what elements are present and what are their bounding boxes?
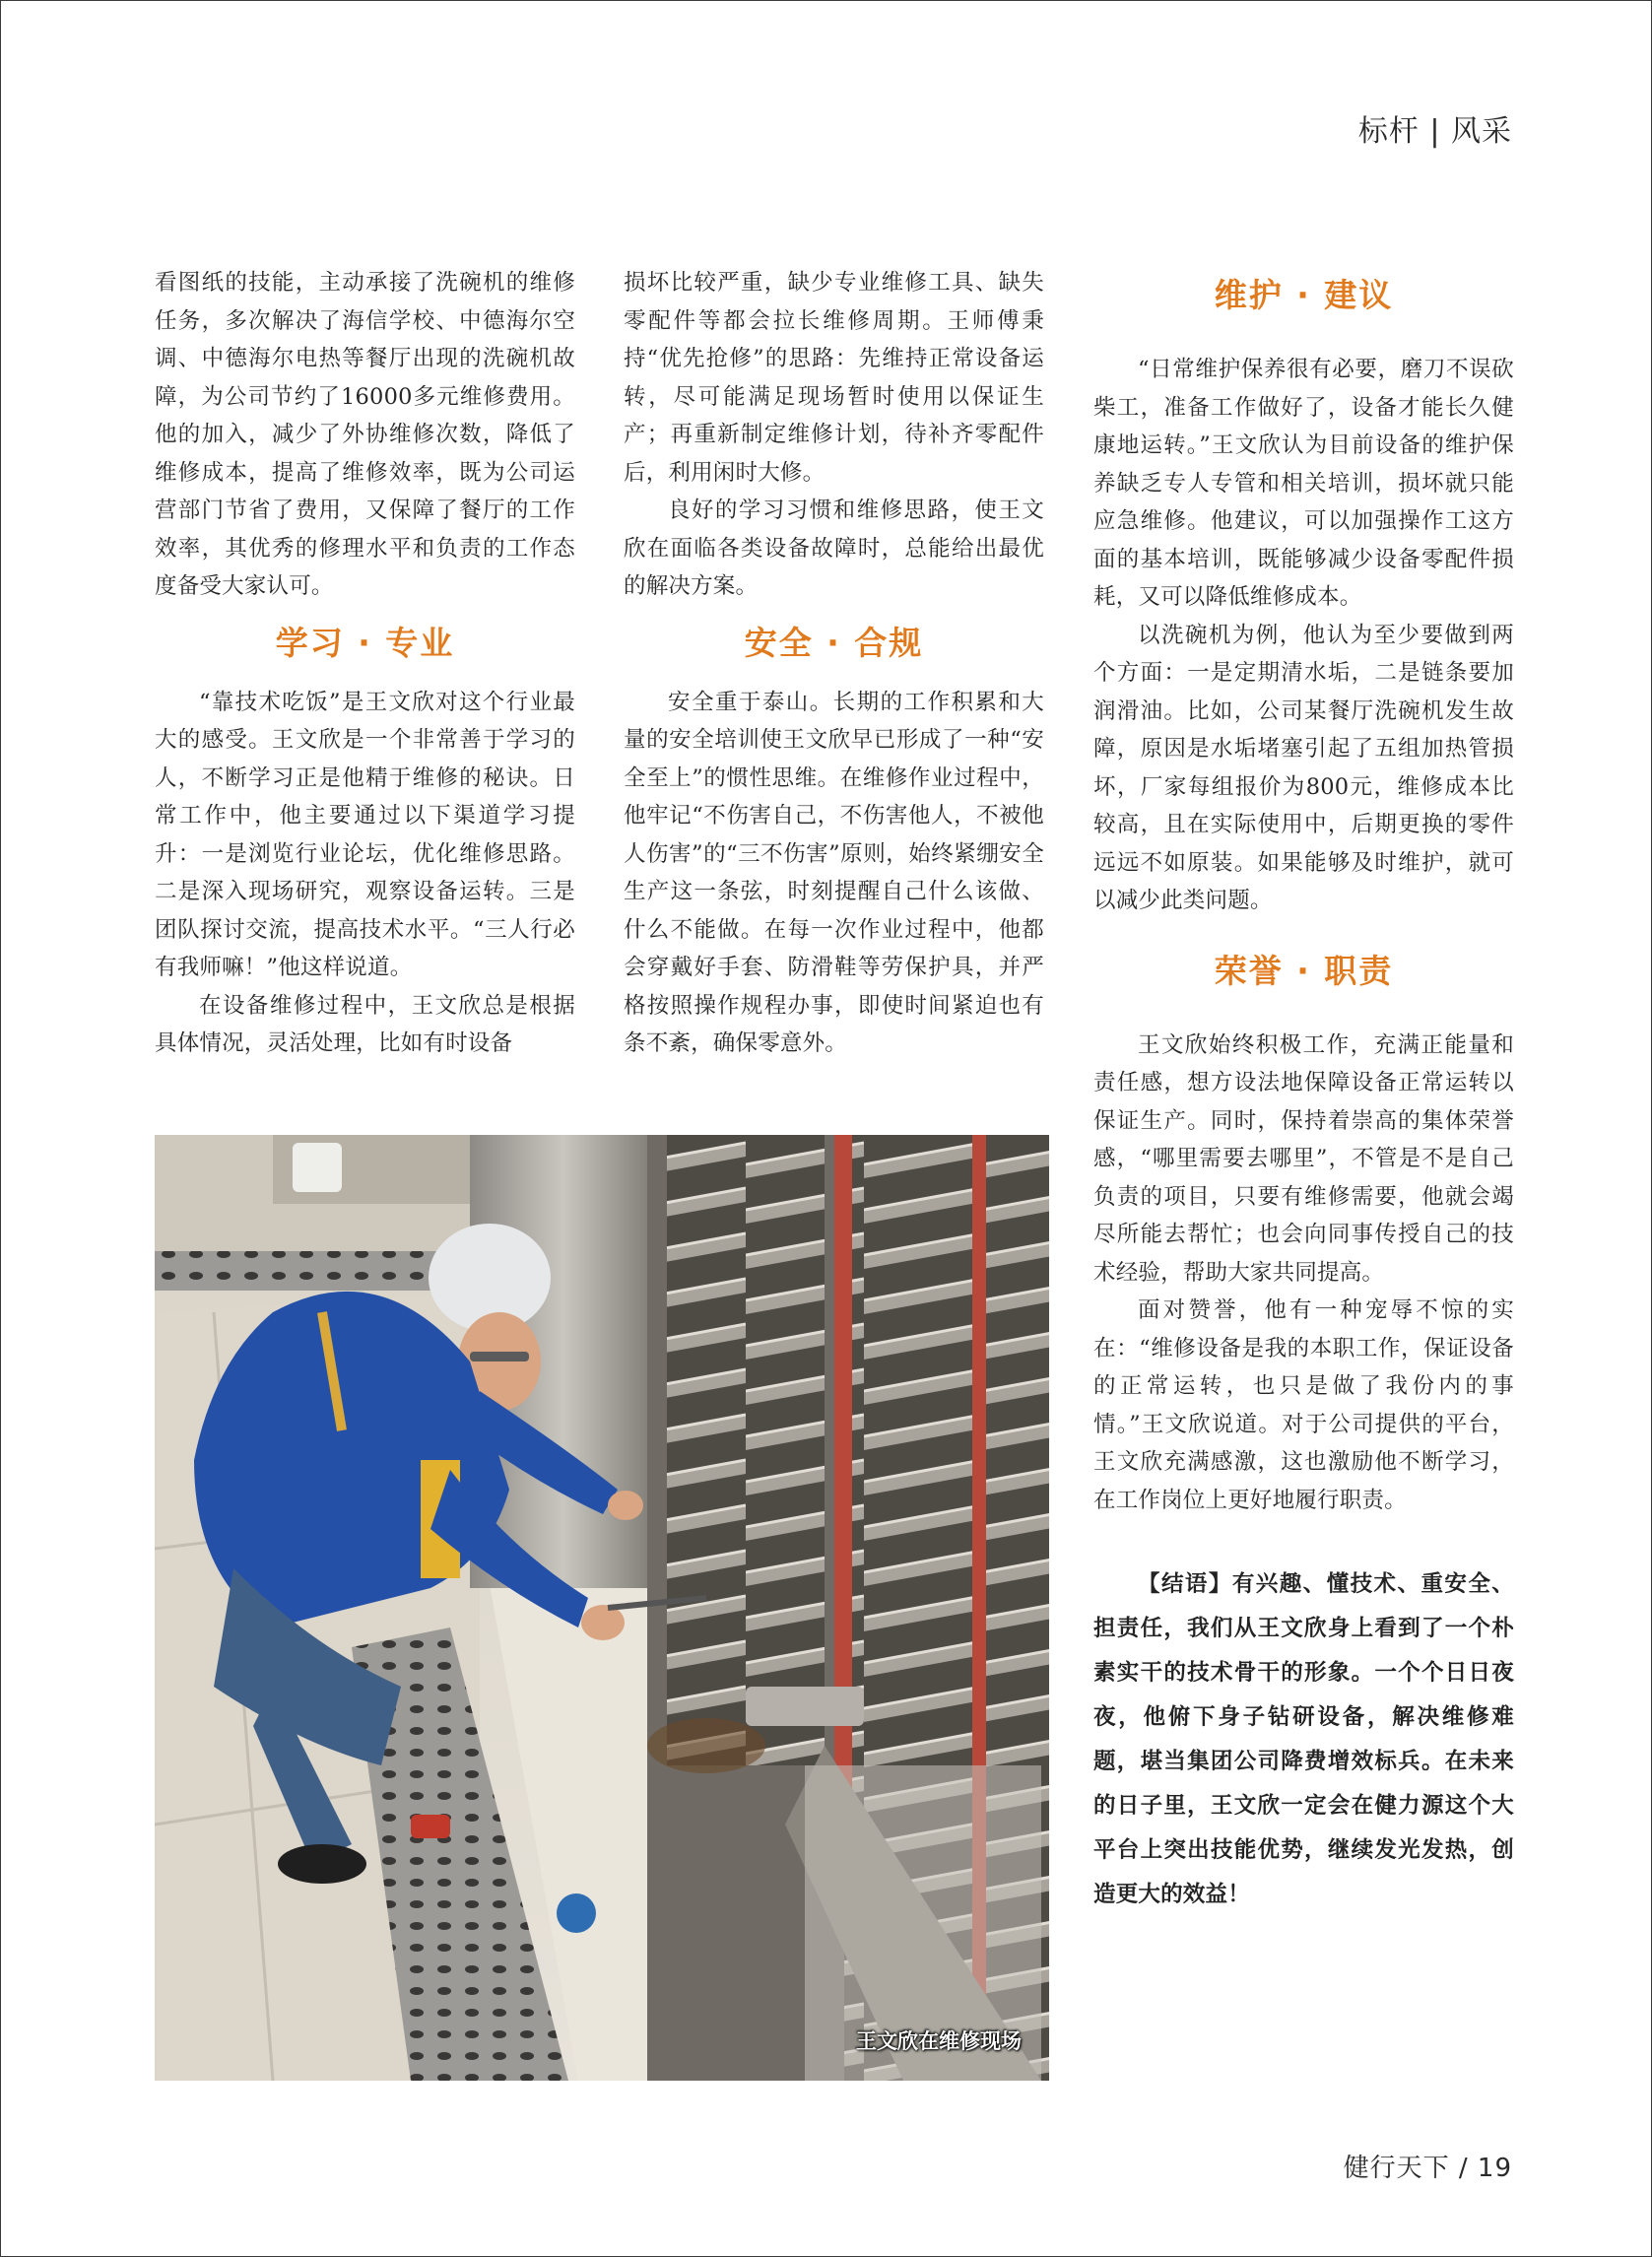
paragraph-safety: 安全重于泰山。长期的工作积累和大量的安全培训使王文欣早已形成了一种“安全至上”的惯性思维。在维修作业过程中，他牢记“不伤害自己，不伤害他人，不被他人伤害”的“三不伤害”原则，始终紧绷安全生产这一条弦，时刻提醒自己什么该做、什么不能做。在每一次作业过程中，他都会穿戴好手套、防滑鞋等劳保护具，并严格按照操作规程办事，即使时间紧迫也有条不紊，确保零意外。 xyxy=(624,689,1044,1056)
paragraph-study-2: 在设备维修过程中，王文欣总是根据具体情况，灵活处理，比如有时设备 xyxy=(155,992,575,1056)
photo-caption: 王文欣在维修现场 xyxy=(856,2029,1022,2053)
heading-study: 学习 · 专业 xyxy=(275,623,455,662)
section-label: 标杆 | 风采 xyxy=(1357,114,1512,149)
paragraph-maintain-2: 以洗碗机为例，他认为至少要做到两个方面：一是定期清水垢，二是链条要加润滑油。比如，公司某餐厅洗碗机发生故障，原因是水垢堵塞引起了五组加热管损坏，厂家每组报价为800元，维修成本比较高，且在实际使用中，后期更换的零件远远不如原装。如果能够及时维护，就可以减少此类问题。 xyxy=(1093,622,1514,913)
heading-honor: 荣誉 · 职责 xyxy=(1214,951,1394,990)
heading-maintain: 维护 · 建议 xyxy=(1214,276,1394,314)
paragraph-study-1: “靠技术吃饭”是王文欣对这个行业最大的感受。王文欣是一个非常善于学习的人，不断学习正是他精于维修的秘诀。日常工作中，他主要通过以下渠道学习提升：一是浏览行业论坛，优化维修思路。二是深入现场研究，观察设备运转。三是团队探讨交流，提高技术水平。“三人行必有我师嘛！”他这样说道。 xyxy=(155,689,575,980)
conclusion-paragraph: 【结语】有兴趣、懂技术、重安全、担责任，我们从王文欣身上看到了一个朴素实干的技术骨干的形象。一个个日日夜夜，他俯下身子钻研设备，解决维修难题，堪当集团公司降费增效标兵。在未来的日子里，王文欣一定会在健力源这个大平台上突出技能优势，继续发光发热，创造更大的效益！ xyxy=(1093,1571,1514,1907)
paragraph-honor-1: 王文欣始终积极工作，充满正能量和责任感，想方设法地保障设备正常运转以保证生产。同时，保持着崇高的集体荣誉感，“哪里需要去哪里”，不管是不是自己负责的项目，只要有维修需要，他就会竭尽所能去帮忙；也会向同事传授自己的技术经验，帮助大家共同提高。 xyxy=(1093,1031,1514,1286)
column-3 xyxy=(1093,264,1514,1917)
repair-photo-illustration xyxy=(155,1135,1049,2081)
heading-safety: 安全 · 合规 xyxy=(744,623,924,662)
column-2 xyxy=(624,264,1044,1063)
paragraph-continued-2: 良好的学习习惯和维修思路，使王文欣在面临各类设备故障时，总能给出最优的解决方案。 xyxy=(624,498,1044,599)
page-footer: 健行天下 / 19 xyxy=(1343,2154,1512,2183)
column-1 xyxy=(155,264,575,1063)
repair-photo xyxy=(155,1135,1049,2081)
paragraph-maintain-1: “日常维护保养很有必要，磨刀不误砍柴工，准备工作做好了，设备才能长久健康地运转。”王文欣认为目前设备的维护保养缺乏专人专管和相关培训，损坏就只能应急维修。他建议，可以加强操作工这方面的基本培训，既能够减少设备零配件损耗，又可以降低维修成本。 xyxy=(1093,357,1514,610)
paragraph-honor-2: 面对赞誉，他有一种宠辱不惊的实在：“维修设备是我的本职工作，保证设备的正常运转，也只是做了我份内的事情。”王文欣说道。对于公司提供的平台，王文欣充满感激，这也激励他不断学习，在工作岗位上更好地履行职责。 xyxy=(1093,1297,1514,1513)
paragraph-intro: 看图纸的技能，主动承接了洗碗机的维修任务，多次解决了海信学校、中德海尔空调、中德海尔电热等餐厅出现的洗碗机故障，为公司节约了16000多元维修费用。他的加入，减少了外协维修次数，降低了维修成本，提高了维修效率，既为公司运营部门节省了费用，又保障了餐厅的工作效率，其优秀的修理水平和负责的工作态度备受大家认可。 xyxy=(155,270,575,599)
paragraph-continued-1: 损坏比较严重，缺少专业维修工具、缺失零配件等都会拉长维修周期。王师傅秉持“优先抢修”的思路：先维持正常设备运转，尽可能满足现场暂时使用以保证生产；再重新制定维修计划，待补齐零配件后，利用闲时大修。 xyxy=(624,270,1044,486)
